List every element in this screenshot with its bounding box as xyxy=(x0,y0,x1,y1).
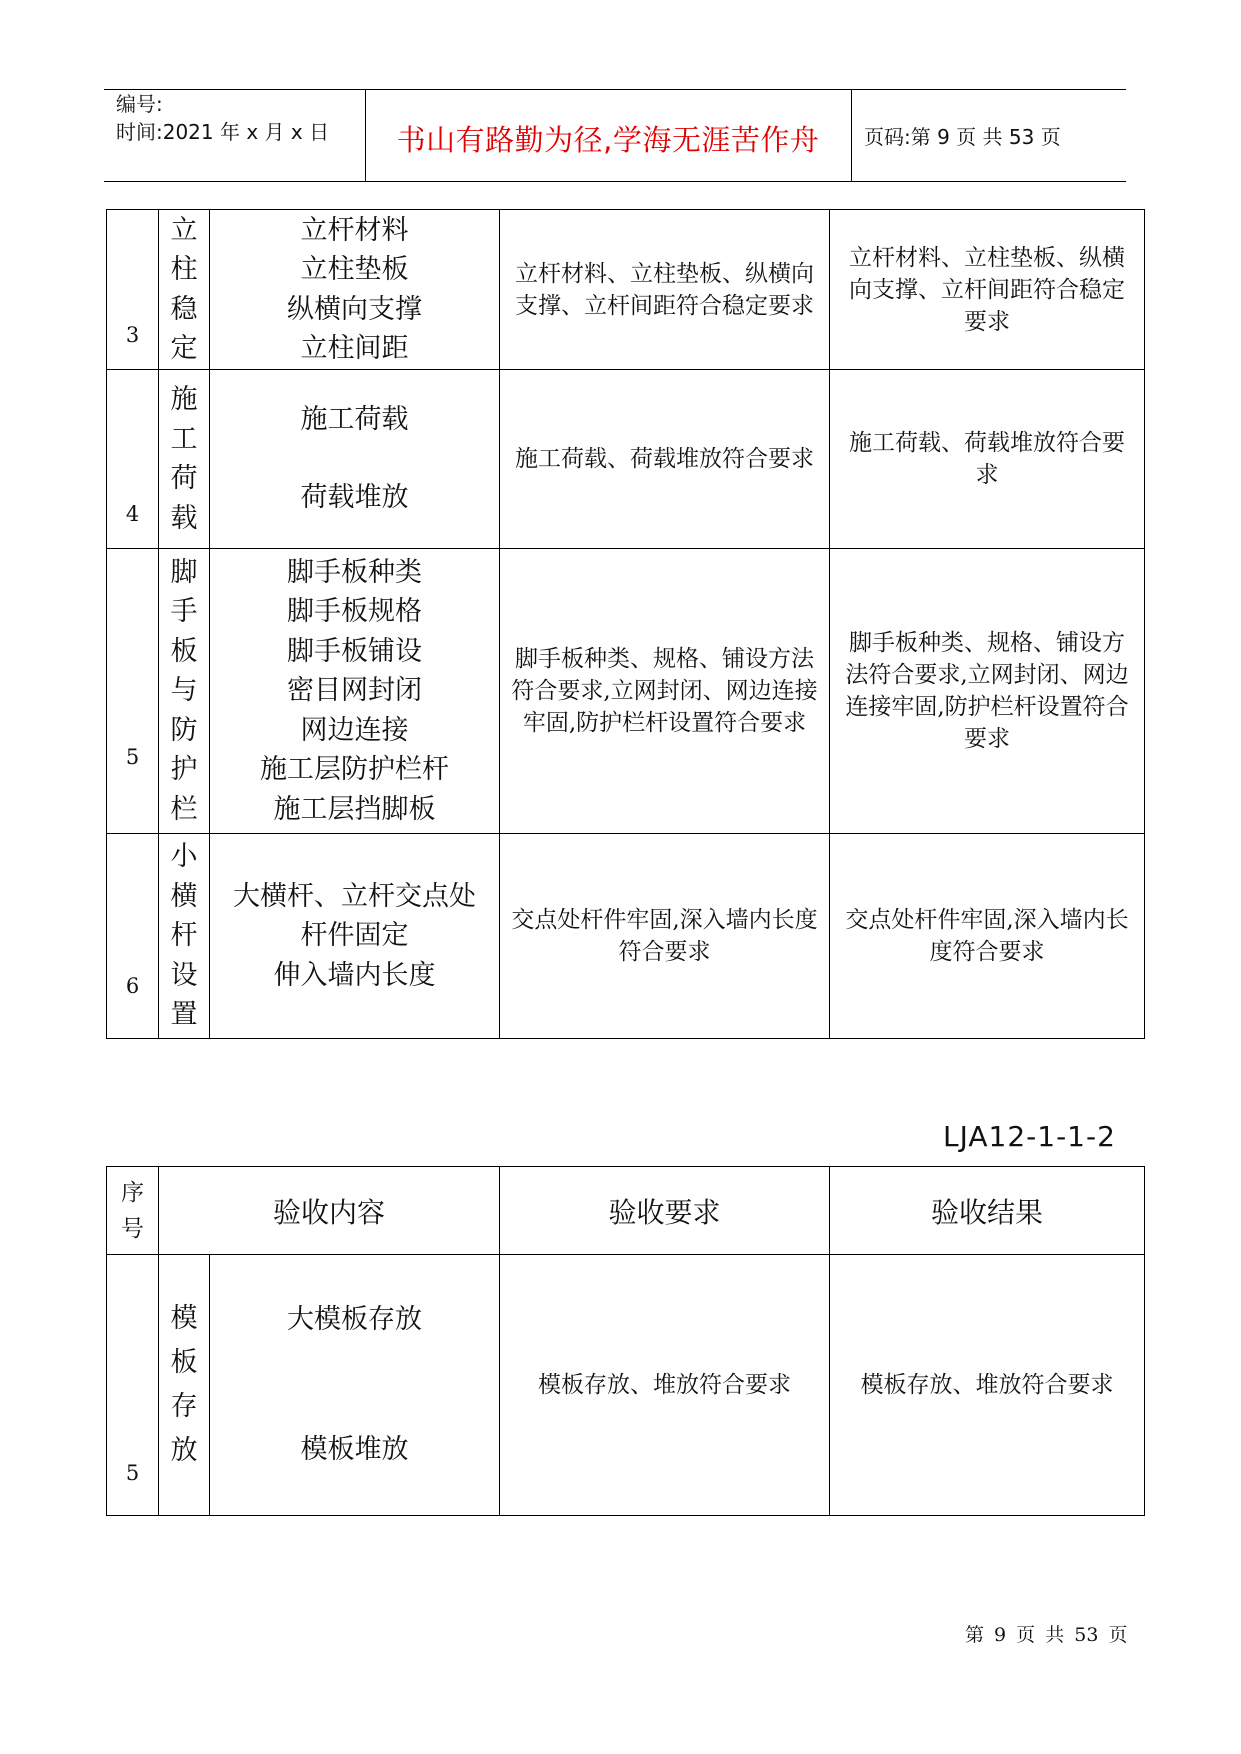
header-divider-right xyxy=(851,90,852,181)
header-top-rule xyxy=(104,89,1126,90)
content-items-cell: 施工荷载 荷载堆放 xyxy=(210,370,500,549)
result-cell: 立杆材料、立柱垫板、纵横向支撑、立杆间距符合稳定要求 xyxy=(830,210,1145,370)
row-number: 5 xyxy=(107,549,159,834)
table-row xyxy=(107,834,1145,1039)
content-header: 验收内容 xyxy=(159,1167,500,1255)
result-cell: 模板存放、堆放符合要求 xyxy=(830,1255,1145,1516)
table-row xyxy=(107,1255,1145,1516)
requirement-cell: 施工荷载、荷载堆放符合要求 xyxy=(500,370,830,549)
table-row xyxy=(107,370,1145,549)
inspection-table-1 xyxy=(106,209,1145,1039)
requirement-header: 验收要求 xyxy=(500,1167,830,1255)
content-items-cell: 大模板存放 模板堆放 xyxy=(210,1255,500,1516)
result-cell: 脚手板种类、规格、铺设方法符合要求,立网封闭、网边连接牢固,防护栏杆设置符合要求 xyxy=(830,549,1145,834)
form-code: LJA12-1-1-2 xyxy=(943,1120,1116,1153)
result-header: 验收结果 xyxy=(830,1167,1145,1255)
category-cell: 模 板 存 放 xyxy=(159,1255,210,1516)
inspection-table-2 xyxy=(106,1166,1145,1516)
header-motto: 书山有路勤为径,学海无涯苦作舟 xyxy=(396,123,820,157)
seq-header: 序 号 xyxy=(107,1167,159,1255)
category-cell: 立 柱 稳 定 xyxy=(159,210,210,370)
row-number: 3 xyxy=(107,210,159,370)
doc-time-label: 时间:2021 年 x 月 x 日 xyxy=(116,120,330,144)
category-cell: 脚 手 板 与 防 护 栏 xyxy=(159,549,210,834)
requirement-cell: 立杆材料、立柱垫板、纵横向支撑、立杆间距符合稳定要求 xyxy=(500,210,830,370)
row-number: 5 xyxy=(107,1255,159,1516)
requirement-cell: 模板存放、堆放符合要求 xyxy=(500,1255,830,1516)
table-row xyxy=(107,549,1145,834)
page-footer: 第 9 页 共 53 页 xyxy=(965,1624,1128,1646)
header-page-label: 页码:第 9 页 共 53 页 xyxy=(864,125,1061,149)
row-number: 6 xyxy=(107,834,159,1039)
category-cell: 施 工 荷 载 xyxy=(159,370,210,549)
content-items-cell: 大横杆、立杆交点处 杆件固定 伸入墙内长度 xyxy=(210,834,500,1039)
result-cell: 施工荷载、荷载堆放符合要求 xyxy=(830,370,1145,549)
row-number: 4 xyxy=(107,370,159,549)
requirement-cell: 交点处杆件牢固,深入墙内长度符合要求 xyxy=(500,834,830,1039)
header-row xyxy=(107,1167,1145,1255)
table-row xyxy=(107,210,1145,370)
result-cell: 交点处杆件牢固,深入墙内长度符合要求 xyxy=(830,834,1145,1039)
doc-number-label: 编号: xyxy=(116,92,163,116)
requirement-cell: 脚手板种类、规格、铺设方法符合要求,立网封闭、网边连接牢固,防护栏杆设置符合要求 xyxy=(500,549,830,834)
content-items-cell: 脚手板种类 脚手板规格 脚手板铺设 密目网封闭 网边连接 施工层防护栏杆 施工层挡脚板 xyxy=(210,549,500,834)
header-bottom-rule xyxy=(104,181,1126,182)
category-cell: 小 横 杆 设 置 xyxy=(159,834,210,1039)
content-items-cell: 立杆材料 立柱垫板 纵横向支撑 立柱间距 xyxy=(210,210,500,370)
